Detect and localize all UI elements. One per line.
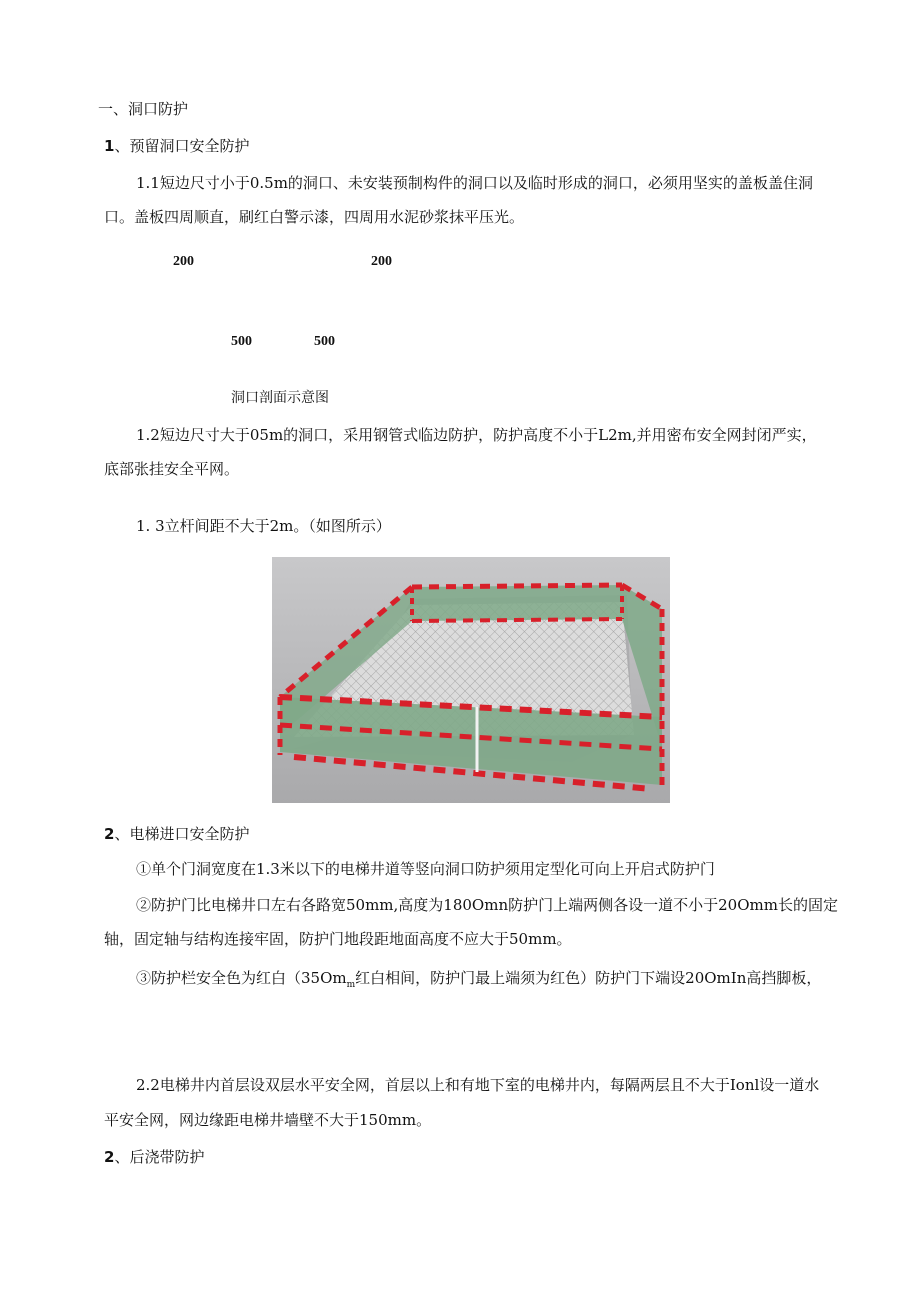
- heading-2: [104, 823, 249, 844]
- item-3-unit-sub: m: [346, 980, 356, 990]
- heading-2-text: 、电梯进口安全防护: [114, 825, 250, 843]
- section-title: 一、洞口防护: [98, 100, 189, 118]
- para-2-2-line1: 2.2电梯井内首层设双层水平安全网，首层以上和有地下室的电梯井内，每隔两层且不大于Ionl设一道水: [136, 1076, 820, 1094]
- para-1-1-line1: 1.1短边尺寸小于0.5m的洞口、未安装预制构件的洞口以及临时形成的洞口，必须用坚实的盖板盖住洞: [136, 174, 813, 192]
- figure-label: 500: [231, 334, 252, 349]
- heading-3-num: 2: [104, 1148, 115, 1166]
- item-3-text-a: ③防护栏安全色为红白（35O: [136, 969, 333, 987]
- item-3: [136, 967, 821, 990]
- net-panel-back: [412, 585, 622, 621]
- heading-1-num: 1: [104, 137, 115, 155]
- para-1-2-line2: 底部张挂安全平网。: [104, 460, 240, 478]
- item-2-line1: ②防护门比电梯井口左右各路宽50mm,高度为180Omn防护门上端两侧各设一道不小于20Omm长的固定: [136, 896, 838, 914]
- para-2-2-line2: 平安全网，网边缘距电梯井墙壁不大于150mm。: [104, 1111, 432, 1129]
- heading-3-text: 、后浇带防护: [114, 1148, 205, 1166]
- item-2-line2: 轴，固定轴与结构连接牢固，防护门地段距地面高度不应大于50mm。: [104, 930, 572, 948]
- guardrail-illustration: [272, 557, 670, 803]
- figure-label: 500: [314, 334, 335, 349]
- figure-label: 200: [173, 254, 194, 269]
- heading-1-text: 、预留洞口安全防护: [114, 137, 250, 155]
- item-3-text-b: 红白相间，防护门最上端须为红色）防护门下端设20OmIn高挡脚板，: [355, 969, 822, 987]
- figure-label: 200: [371, 254, 392, 269]
- guardrail-photo: [272, 557, 670, 803]
- item-1: ①单个门洞宽度在1.3米以下的电梯井道等竖向洞口防护须用定型化可向上开启式防护门: [136, 860, 715, 878]
- para-1-2-line1: 1.2短边尺寸大于05m的洞口，采用钢管式临边防护，防护高度不小于L2m,并用密布安全网封闭严实，: [136, 426, 817, 444]
- figure-caption: 洞口剖面示意图: [231, 390, 329, 406]
- para-1-3: 1. 3立杆间距不大于2m。（如图所示）: [136, 517, 391, 535]
- heading-1: [104, 135, 249, 156]
- item-3-unit: m: [332, 969, 347, 987]
- heading-2-num: 2: [104, 825, 115, 843]
- para-1-1-line2: 口。盖板四周顺直，刷红白警示漆，四周用水泥砂浆抹平压光。: [104, 208, 525, 226]
- heading-3: [104, 1146, 204, 1167]
